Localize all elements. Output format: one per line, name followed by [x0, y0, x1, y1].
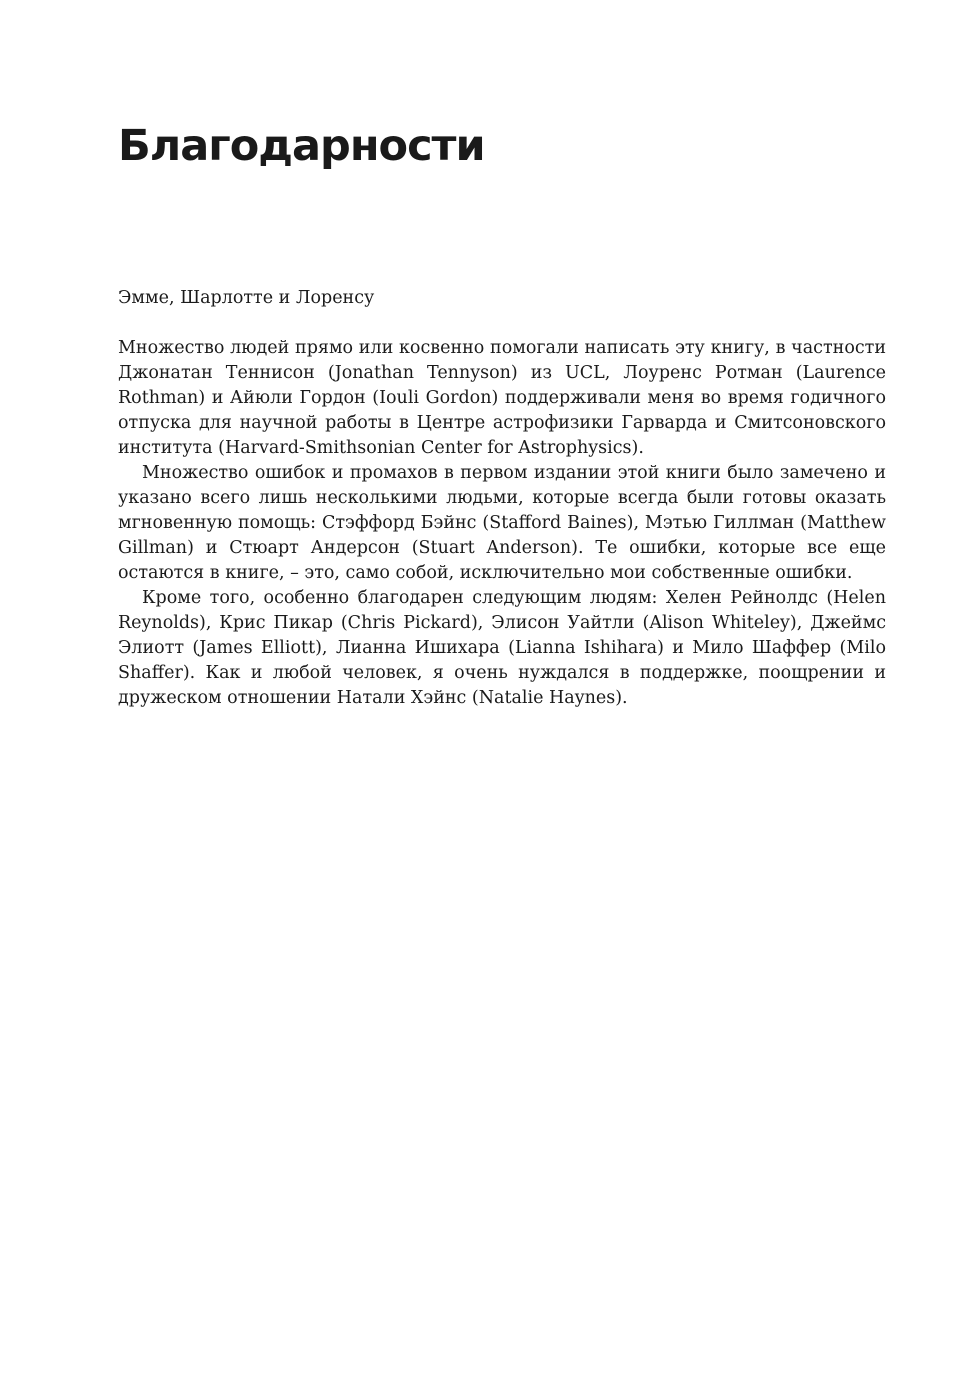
page-title: Благодарности [118, 121, 485, 171]
paragraph-1: Множество людей прямо или косвенно помогали написать эту книгу, в частности Джонатан Теннисон (Jonathan Tennyson) из UCL, Лоуренс Ротман (Laurence Rothman) и Айюли Гордон (Iouli Gordon) поддерживали меня во время годичного отпуска для научной работы в Центре астрофизики Гарварда и Смитсоновского института (Harvard-Smithsonian Center for Astrophysics). [118, 338, 886, 458]
dedication-line: Эмме, Шарлотте и Лоренсу [118, 288, 375, 308]
paragraph-3: Кроме того, особенно благодарен следующим людям: Хелен Рейнолдс (Helen Reynolds), Крис Пикар (Chris Pickard), Элисон Уайтли (Alison Whiteley), Джеймс Элиотт (James Elliott), Лианна Ишихара (Lianna Ishihara) и Мило Шаффер (Milo Shaffer). Как и любой человек, я очень нуждался в поддержке, поощрении и дружеском отношении Натали Хэйнс (Natalie Haynes). [118, 588, 886, 708]
acknowledgements-text [118, 336, 886, 711]
paragraph-2: Множество ошибок и промахов в первом издании этой книги было замечено и указано всего лишь несколькими людьми, которые всегда были готовы оказать мгновенную помощь: Стэффорд Бэйнс (Stafford Baines), Мэтью Гиллман (Matthew Gillman) и Стюарт Андерсон (Stuart Anderson). Те ошибки, которые все еще остаются в книге, – это, само собой, исключительно мои собственные ошибки. [118, 463, 886, 583]
